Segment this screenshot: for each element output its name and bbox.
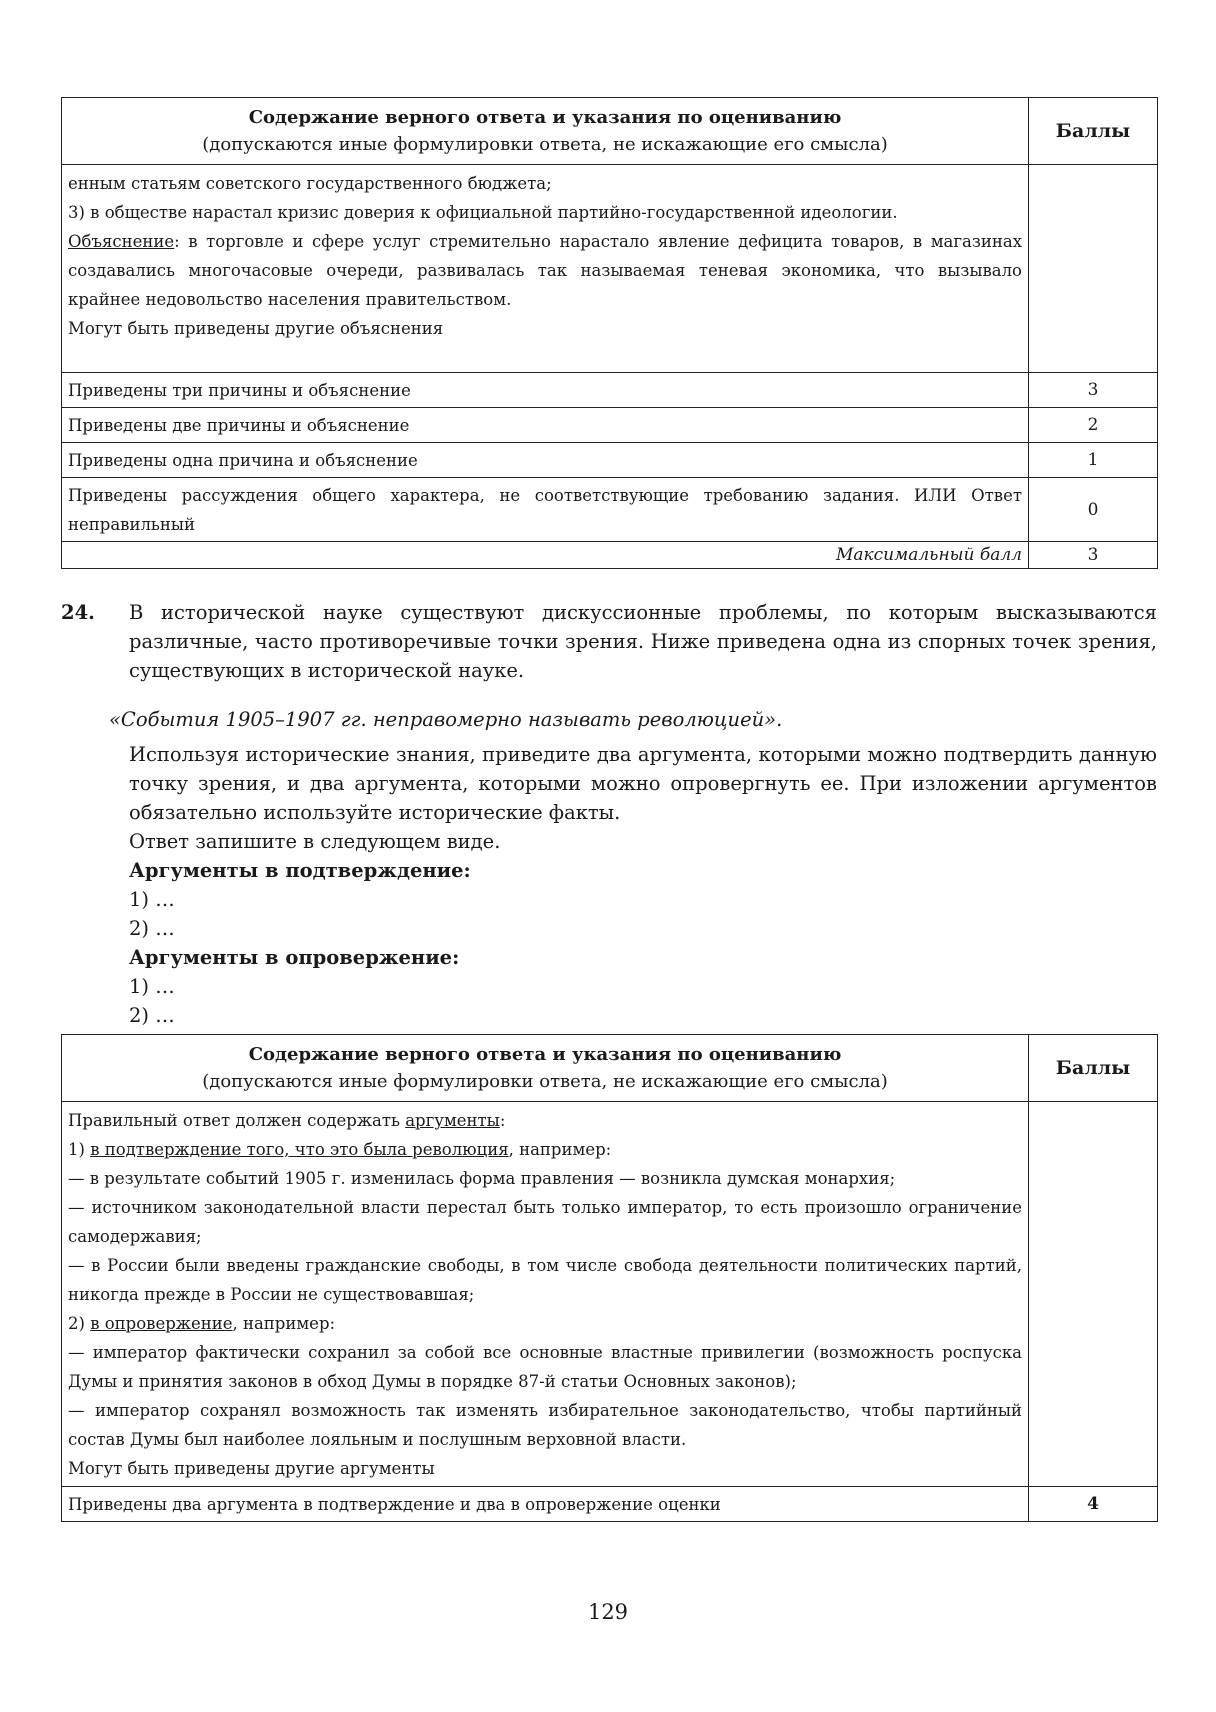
intro-prefix: Правильный ответ должен содержать	[68, 1111, 406, 1130]
criteria-desc: Приведены рассуждения общего характера, не соответствующие требованию задания. ИЛИ Ответ неправильный	[62, 478, 1029, 542]
format-line: Ответ запишите в следующем виде.	[129, 829, 501, 853]
answer-table-24	[61, 1034, 1158, 1522]
criteria-desc: Приведены два аргумента в подтверждение и два в опровержение оценки	[62, 1487, 1029, 1522]
refute-item: 2) …	[129, 1003, 175, 1027]
confirm-item: 2) …	[129, 916, 175, 940]
refute-item: 1) …	[129, 974, 175, 998]
part2-heading	[68, 1309, 1022, 1338]
criteria-row	[62, 443, 1158, 478]
explanation	[68, 227, 1022, 314]
part2-suffix: , например:	[232, 1314, 336, 1333]
header-subtitle: (допускаются иные формулировки ответа, не искажающие его смысла)	[202, 134, 888, 155]
explanation-label: Объяснение	[68, 232, 175, 251]
header-content-cell	[62, 98, 1029, 165]
empty-score-cell	[1029, 165, 1158, 373]
content-line: енным статьям советского государственного бюджета;	[68, 174, 552, 193]
content-row	[62, 1102, 1158, 1487]
criteria-desc: Приведены три причины и объяснение	[62, 373, 1029, 408]
argument-item: — император сохранял возможность так изменять избирательное законодательство, чтобы партийный состав Думы был наиболее лояльным и послушным верховной власти.	[68, 1401, 1022, 1449]
content-intro	[68, 1106, 1022, 1135]
part1-label: в подтверждение того, что это была революция	[90, 1140, 509, 1159]
intro-underlined: аргументы	[405, 1111, 500, 1130]
header-content-cell	[62, 1035, 1029, 1102]
part1-suffix: , например:	[508, 1140, 612, 1159]
question-quote: «События 1905–1907 гг. неправомерно называть революцией».	[109, 707, 783, 731]
max-score-row	[62, 542, 1158, 569]
argument-item: — в России были введены гражданские свободы, в том числе свобода деятельности политических партий, никогда прежде в России не существовавшая;	[68, 1256, 1022, 1304]
criteria-score: 3	[1029, 373, 1158, 408]
argument-item: — источником законодательной власти перестал быть только император, то есть произошло ограничение самодержавия;	[68, 1198, 1022, 1246]
page-number: 129	[587, 1600, 629, 1624]
criteria-row	[62, 1487, 1158, 1522]
criteria-score: 4	[1029, 1487, 1158, 1522]
criteria-score: 2	[1029, 408, 1158, 443]
header-title: Содержание верного ответа и указания по оцениванию	[248, 1044, 842, 1065]
question-task: Используя исторические знания, приведите два аргумента, которыми можно подтвердить данную точку зрения, и два аргумента, которыми можно опровергнуть ее. При изложении аргументов обязательно используйте исторические факты.	[129, 742, 1157, 824]
table-header	[62, 1035, 1158, 1102]
header-title: Содержание верного ответа и указания по оцениванию	[248, 107, 842, 128]
argument-item: — император фактически сохранил за собой все основные властные привилегии (возможность роспуска Думы и принятия законов в обход Думы в порядке 87-й статьи Основных законов);	[68, 1343, 1022, 1391]
content-line: Могут быть приведены другие аргументы	[68, 1459, 435, 1478]
refute-heading: Аргументы в опровержение:	[129, 945, 460, 969]
criteria-score: 1	[1029, 443, 1158, 478]
criteria-score: 0	[1029, 478, 1158, 542]
confirm-heading: Аргументы в подтверждение:	[129, 858, 471, 882]
argument-item: — в результате событий 1905 г. изменилась форма правления — возникла думская монархия;	[68, 1169, 896, 1188]
explanation-text: : в торговле и сфере услуг стремительно нарастало явление дефицита товаров, в магазинах создавались многочасовые очереди, развивалась так называемая теневая экономика, что вызывало крайнее недовольство населения правительством.	[68, 232, 1022, 309]
content-line: 3) в обществе нарастал кризис доверия к официальной партийно-государственной идеологии.	[68, 203, 898, 222]
criteria-row	[62, 478, 1158, 542]
max-score-value: 3	[1029, 542, 1158, 569]
content-row	[62, 165, 1158, 373]
question-number: 24.	[61, 601, 95, 624]
question-intro: В исторической науке существуют дискуссионные проблемы, по которым высказываются различные, часто противоречивые точки зрения. Ниже приведена одна из спорных точек зрения, существующих в исторической науке.	[129, 601, 1157, 682]
intro-suffix: :	[499, 1111, 506, 1130]
answer-table-23	[61, 97, 1158, 569]
empty-score-cell	[1029, 1102, 1158, 1487]
part1-heading	[68, 1135, 1022, 1164]
answer-content	[62, 1102, 1029, 1487]
question-24	[61, 598, 1157, 1030]
question-task-block	[129, 740, 1157, 1030]
criteria-row	[62, 408, 1158, 443]
part2-label: в опровержение	[90, 1314, 233, 1333]
max-score-label: Максимальный балл	[62, 542, 1029, 569]
header-points: Баллы	[1029, 1035, 1158, 1102]
confirm-item: 1) …	[129, 887, 175, 911]
criteria-desc: Приведены две причины и объяснение	[62, 408, 1029, 443]
header-subtitle: (допускаются иные формулировки ответа, не искажающие его смысла)	[202, 1071, 888, 1092]
criteria-desc: Приведены одна причина и объяснение	[62, 443, 1029, 478]
answer-content	[62, 165, 1029, 373]
header-points: Баллы	[1029, 98, 1158, 165]
part1-num: 1)	[68, 1140, 91, 1159]
content-line: Могут быть приведены другие объяснения	[68, 319, 444, 338]
part2-num: 2)	[68, 1314, 91, 1333]
table-header	[62, 98, 1158, 165]
criteria-row	[62, 373, 1158, 408]
